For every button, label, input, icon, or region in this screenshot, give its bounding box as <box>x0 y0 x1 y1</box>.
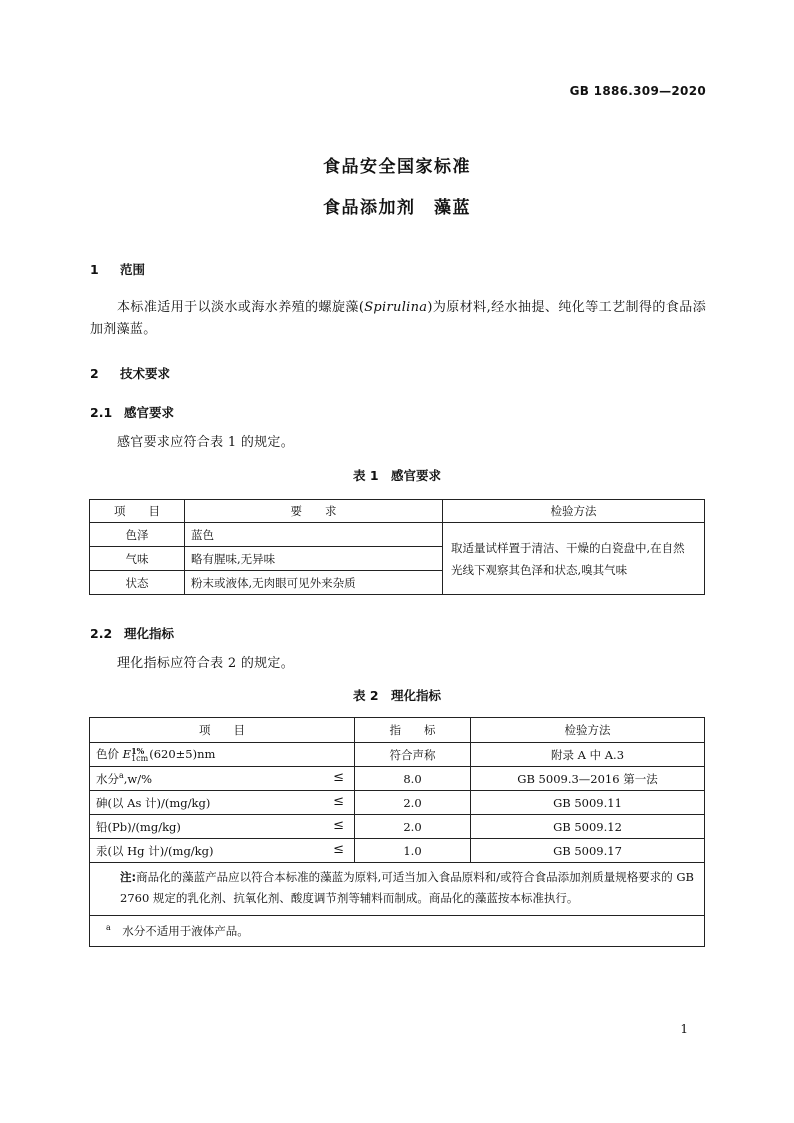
table-2-caption: 表 2 理化指标 <box>352 688 442 703</box>
value-cell: 符合声称 <box>355 743 471 767</box>
item-cell: 砷(以 As 计)/(mg/kg) ≤ <box>90 791 355 815</box>
table-footnote-row <box>90 916 705 947</box>
item-cell: 色泽 <box>90 523 185 547</box>
section-2-2-heading <box>90 624 174 642</box>
method-cell: 取适量试样置于清洁、干燥的白瓷盘中,在自然光线下观察其色泽和状态,嗅其气味 <box>443 523 705 595</box>
table-row <box>90 791 705 815</box>
column-header: 要 求 <box>185 500 443 523</box>
requirement-cell: 略有腥味,无异味 <box>185 547 443 571</box>
table-note <box>90 863 705 916</box>
value-cell: 8.0 <box>355 767 471 791</box>
physchem-table <box>89 717 705 947</box>
table-row <box>90 767 705 791</box>
method-cell: GB 5009.3—2016 第一法 <box>471 767 705 791</box>
title-line-2: 食品添加剂 藻蓝 <box>323 198 471 218</box>
footnote-text: 水分不适用于液体产品。 <box>110 924 249 938</box>
item-cell: 气味 <box>90 547 185 571</box>
item-cell: 汞(以 Hg 计)/(mg/kg) ≤ <box>90 839 355 863</box>
sensory-intro: 感官要求应符合表 1 的规定。 <box>117 435 295 450</box>
le-symbol: ≤ <box>333 842 344 857</box>
table-row <box>90 815 705 839</box>
section-number: 2 <box>90 366 99 381</box>
physchem-intro: 理化指标应符合表 2 的规定。 <box>117 656 295 671</box>
table-header-row <box>90 500 705 523</box>
method-cell: GB 5009.17 <box>471 839 705 863</box>
requirement-cell: 蓝色 <box>185 523 443 547</box>
note-text: 商品化的藻蓝产品应以符合本标准的藻蓝为原料,可适当加入食品原料和/或符合食品添加剂质量规格要求的 GB 2760 规定的乳化剂、抗氧化剂、酸度调节剂等辅料而制成。商品化的藻蓝按本标准执行。 <box>120 870 694 905</box>
section-title: 范围 <box>120 262 146 277</box>
section-title: 感官要求 <box>124 405 175 420</box>
title-line-1: 食品安全国家标准 <box>323 157 471 177</box>
standard-code: GB 1886.309—2020 <box>569 84 706 98</box>
table-row <box>90 839 705 863</box>
column-header: 检验方法 <box>443 500 705 523</box>
page-number: 1 <box>680 1022 688 1036</box>
section-number: 1 <box>90 262 99 277</box>
method-cell: GB 5009.11 <box>471 791 705 815</box>
sensory-table <box>89 499 705 595</box>
item-cell: 状态 <box>90 571 185 595</box>
table-note-row <box>90 863 705 916</box>
section-1-heading <box>90 260 145 278</box>
table-row <box>90 743 705 767</box>
section-number: 2.1 <box>90 405 113 420</box>
section-title: 技术要求 <box>120 366 171 381</box>
column-header: 指 标 <box>355 718 471 743</box>
table-header-row <box>90 718 705 743</box>
table-footnote <box>90 916 705 947</box>
method-cell: 附录 A 中 A.3 <box>471 743 705 767</box>
item-cell: 色价 E 1% 1cm (620±5)nm <box>90 743 355 767</box>
value-cell: 2.0 <box>355 791 471 815</box>
le-symbol: ≤ <box>333 818 344 833</box>
column-header: 检验方法 <box>471 718 705 743</box>
method-cell: GB 5009.12 <box>471 815 705 839</box>
le-symbol: ≤ <box>333 794 344 809</box>
item-cell: 水分$^a$,w/% ≤ <box>90 767 355 791</box>
le-symbol: ≤ <box>333 770 344 785</box>
section-number: 2.2 <box>90 626 113 641</box>
footnote-marker: a <box>106 923 111 933</box>
value-cell: 2.0 <box>355 815 471 839</box>
section-2-1-heading <box>90 403 174 421</box>
table-row <box>90 523 705 547</box>
requirement-cell: 粉末或液体,无肉眼可见外来杂质 <box>185 571 443 595</box>
note-label: 注: <box>120 870 137 884</box>
item-cell: 铅(Pb)/(mg/kg) ≤ <box>90 815 355 839</box>
column-header: 项 目 <box>90 718 355 743</box>
section-2-heading <box>90 364 170 382</box>
column-header: 项 目 <box>90 500 185 523</box>
table-1-caption: 表 1 感官要求 <box>352 468 442 483</box>
section-title: 理化指标 <box>124 626 175 641</box>
scope-paragraph: 本标准适用于以淡水或海水养殖的螺旋藻(Spirulina)为原材料,经水抽提、纯化等工艺制得的食品添加剂藻蓝。 <box>90 300 706 337</box>
value-cell: 1.0 <box>355 839 471 863</box>
